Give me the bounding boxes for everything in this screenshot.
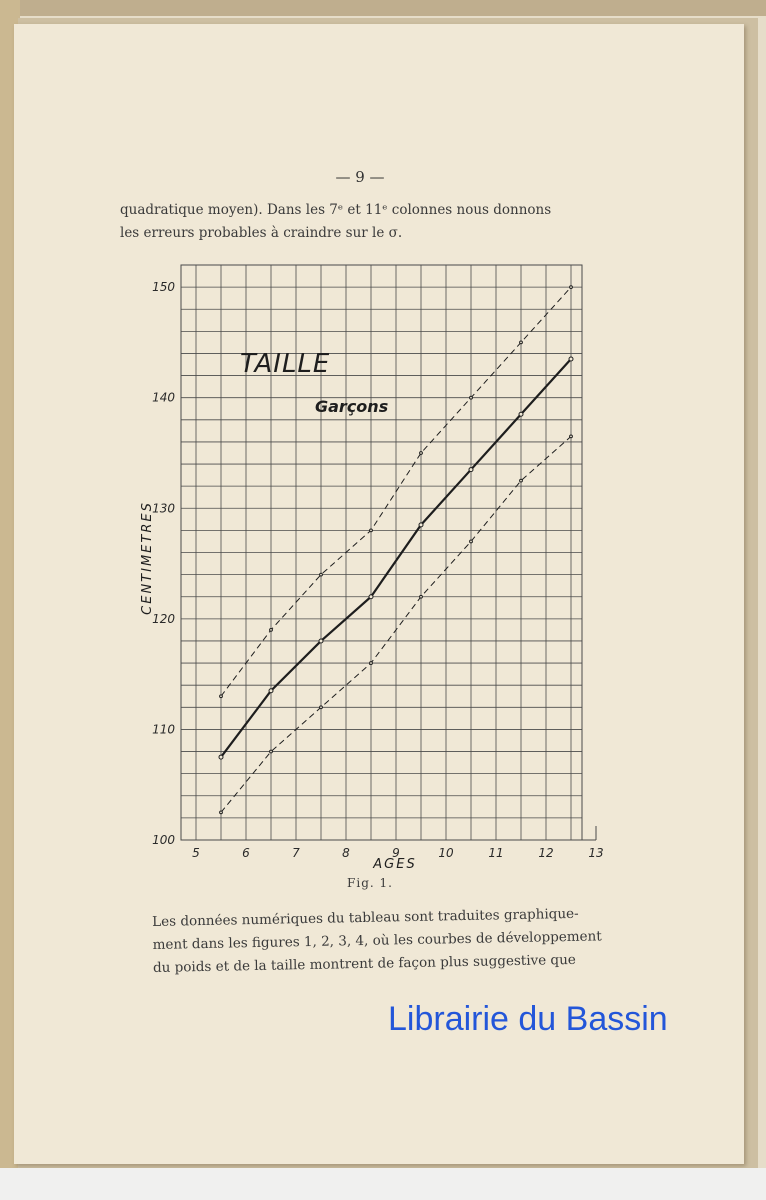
y-tick-label: 120 <box>152 611 175 626</box>
y-tick-label: 100 <box>152 833 175 847</box>
data-point <box>469 468 473 472</box>
data-point <box>470 396 473 399</box>
chart-ticks <box>152 280 604 860</box>
data-point <box>270 750 273 753</box>
chart-title: TAILLE <box>240 349 331 379</box>
data-point <box>269 689 273 693</box>
text-line: les erreurs probables à craindre sur le σ. <box>120 225 403 241</box>
data-point <box>320 573 323 576</box>
x-tick-label: 10 <box>438 846 454 860</box>
data-point <box>369 595 373 599</box>
x-tick-label: 5 <box>192 846 200 860</box>
data-point <box>219 755 223 759</box>
y-tick-label: 110 <box>152 722 175 737</box>
y-tick-label: 140 <box>152 390 175 405</box>
data-point <box>320 706 323 709</box>
data-point <box>420 595 423 598</box>
x-tick-label: 8 <box>342 846 350 860</box>
data-point <box>570 435 573 438</box>
y-axis-label: CENTIMETRES <box>140 501 155 615</box>
data-point <box>419 523 423 527</box>
x-tick-label: 9 <box>392 846 400 860</box>
figure-caption: Fig. 1. <box>347 876 393 890</box>
paragraph-bottom <box>152 902 641 980</box>
data-point <box>520 479 523 482</box>
data-point <box>270 629 273 632</box>
data-point <box>220 811 223 814</box>
text-line: ment dans les figures 1, 2, 3, 4, où les courbes de développement <box>152 928 602 953</box>
data-point <box>370 529 373 532</box>
x-tick-label: 13 <box>588 846 604 860</box>
page-number: — 9 — <box>335 168 385 186</box>
data-point <box>319 639 323 643</box>
data-point <box>420 452 423 455</box>
text-line: quadratique moyen). Dans les 7ᵉ et 11ᵉ colonnes nous donnons <box>120 202 552 218</box>
data-point <box>519 412 523 416</box>
x-axis-label: AGES <box>373 857 417 872</box>
chart-subtitle: Garçons <box>315 397 389 416</box>
x-tick-label: 6 <box>242 846 250 860</box>
watermark-text: Librairie du Bassin <box>388 1000 668 1038</box>
y-tick-label: 150 <box>152 280 175 295</box>
x-tick-label: 11 <box>488 846 504 860</box>
x-tick-label: 7 <box>292 846 300 860</box>
data-point <box>370 662 373 665</box>
data-point <box>220 695 223 698</box>
data-point <box>520 341 523 344</box>
data-point <box>470 540 473 543</box>
x-tick-label: 12 <box>538 846 554 860</box>
text-line: Les données numériques du tableau sont traduites graphique- <box>152 905 579 930</box>
y-tick-label: 130 <box>152 501 175 516</box>
text-line: du poids et de la taille montrent de façon plus suggestive que <box>152 951 576 976</box>
data-point <box>570 286 573 289</box>
data-point <box>569 357 573 361</box>
